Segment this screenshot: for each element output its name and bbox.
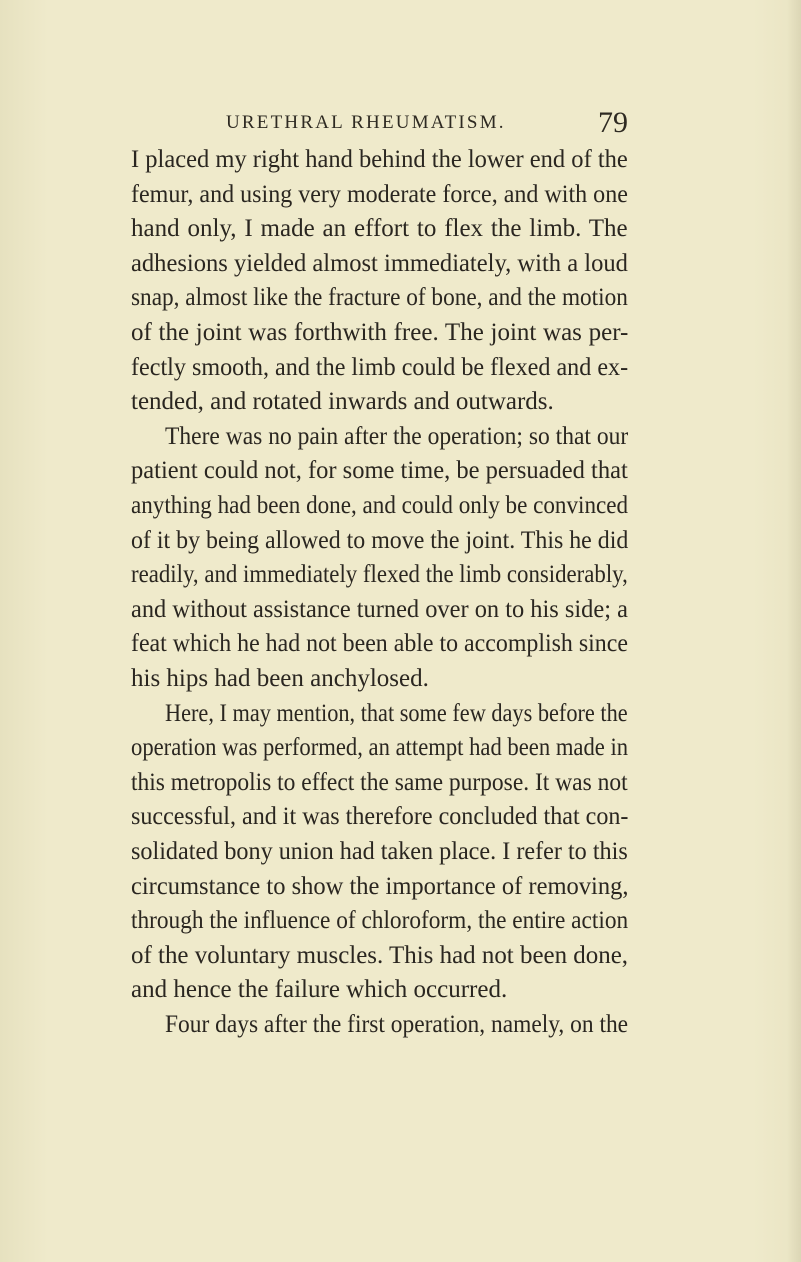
page-number: 79 xyxy=(598,106,628,139)
text-line: tended, and rotated inwards and outwards. xyxy=(131,388,554,416)
text-line: anything had been done, and could only be convinced xyxy=(131,492,629,519)
text-line: Here, I may mention, that some few days before the xyxy=(165,699,628,727)
text-line: patient could not, for some time, be persuaded that xyxy=(131,457,628,485)
text-line: successful, and it was therefore concluded that con- xyxy=(131,803,629,831)
text-line: feat which he had not been able to accomplish since xyxy=(131,630,628,658)
text-line: fectly smooth, and the limb could be flexed and ex- xyxy=(131,353,629,381)
text-line: operation was performed, an attempt had been made in xyxy=(131,734,629,762)
text-line: and without assistance turned over on to his side; a xyxy=(131,595,628,623)
text-line: I placed my right hand behind the lower end of the xyxy=(131,146,628,173)
text-line: circumstance to show the importance of removing, xyxy=(131,872,629,900)
text-line: of it by being allowed to move the joint. This he did xyxy=(131,526,629,554)
text-line: readily, and immediately flexed the limb considerably, xyxy=(131,561,628,589)
text-line: hand only, I made an effort to flex the limb. The xyxy=(131,215,628,243)
text-line: There was no pain after the operation; so that our xyxy=(165,422,629,450)
text-line: solidated bony union had taken place. I refer to this xyxy=(131,838,628,865)
text-line: of the joint was forthwith free. The joint was per- xyxy=(131,319,629,346)
running-head-title: URETHRAL RHEUMATISM. xyxy=(226,112,506,133)
text-line: his hips had been anchylosed. xyxy=(131,665,429,692)
text-line: and hence the failure which occurred. xyxy=(131,976,508,1004)
text-line: through the influence of chloroform, the entire action xyxy=(131,907,629,935)
text-line: Four days after the first operation, namely, on the xyxy=(165,1011,629,1038)
text-line: of the voluntary muscles. This had not been done, xyxy=(131,941,629,969)
text-line: femur, and using very moderate force, and with one xyxy=(131,180,628,208)
text-line: this metropolis to effect the same purpose. It was not xyxy=(131,768,628,796)
text-line: adhesions yielded almost immediately, with a loud xyxy=(131,249,628,277)
text-line: snap, almost like the fracture of bone, and the motion xyxy=(131,284,628,312)
